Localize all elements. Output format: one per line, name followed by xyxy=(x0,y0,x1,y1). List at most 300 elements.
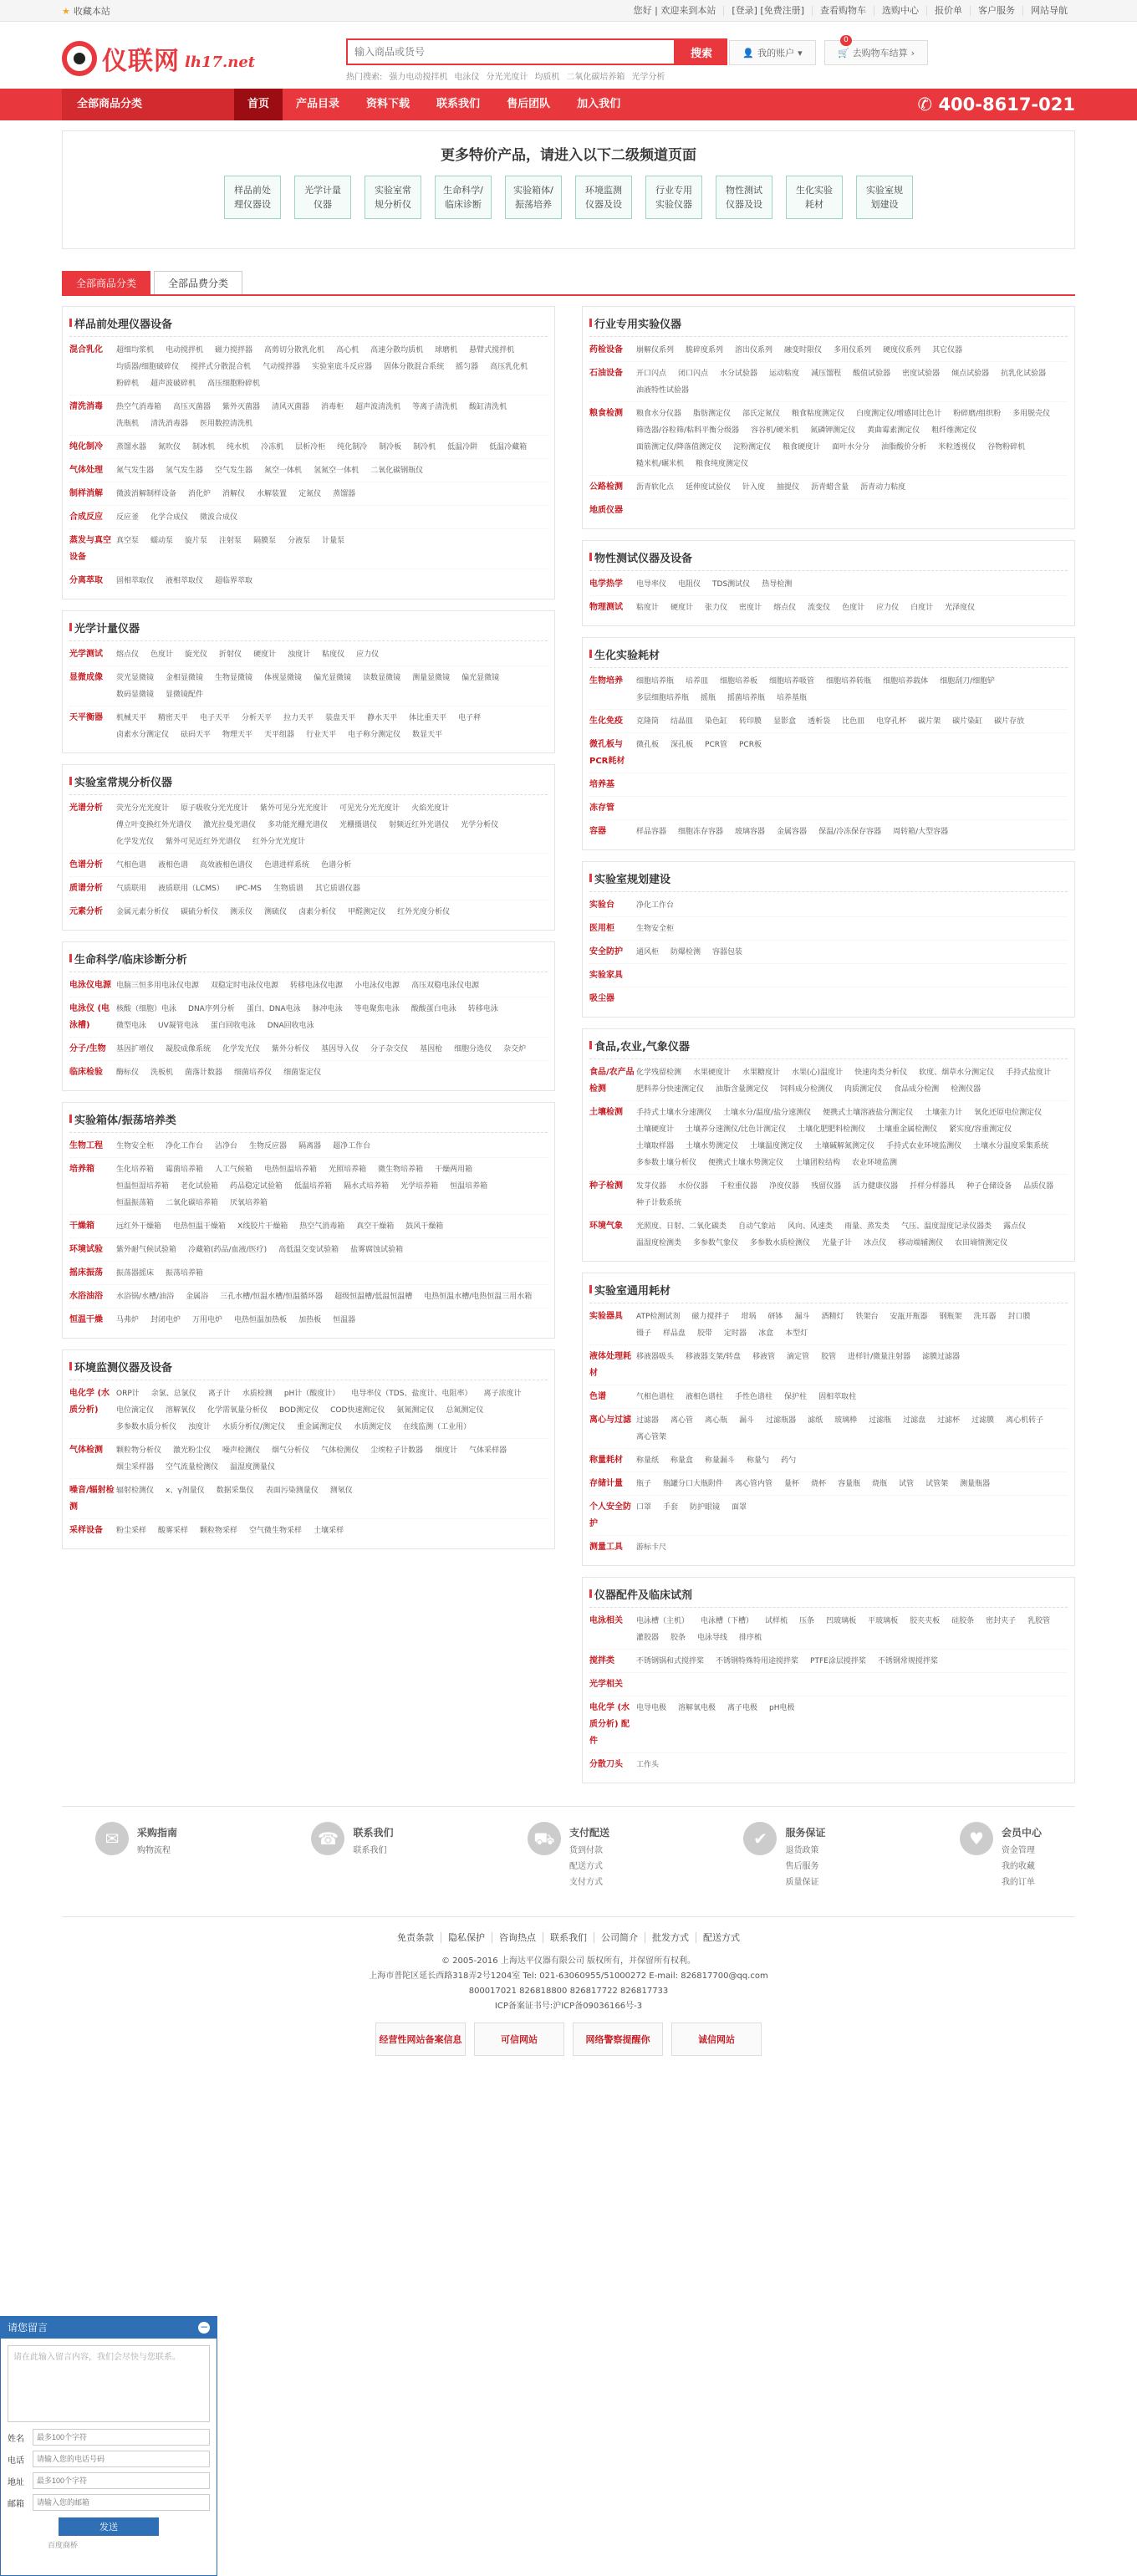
product-link[interactable]: 脉冲电泳 xyxy=(312,1005,343,1013)
product-link[interactable]: 称量漏斗 xyxy=(705,1456,736,1465)
category-section-title[interactable]: 生化实验耗材 xyxy=(589,641,1068,668)
promo-channel-button[interactable] xyxy=(505,176,562,219)
product-link[interactable]: 延伸度试验仪 xyxy=(686,483,732,492)
product-link[interactable]: 胶带 xyxy=(697,1329,713,1338)
product-link[interactable]: 手持式农业环境监测仪 xyxy=(886,1142,962,1150)
product-link[interactable]: 电热恒温水槽/电热恒温三用水箱 xyxy=(424,1293,533,1301)
product-link[interactable]: 融变时限仪 xyxy=(784,346,823,355)
product-link[interactable]: 净化工作台 xyxy=(636,901,675,910)
subcategory-name[interactable]: 合成反应 xyxy=(69,513,103,522)
product-link[interactable]: 深孔板 xyxy=(670,741,694,749)
product-link[interactable]: 沥青动力粘度 xyxy=(860,483,906,492)
product-link[interactable]: 空气微生物采样 xyxy=(249,1527,303,1535)
subcategory-name[interactable]: 光谱分析 xyxy=(69,803,103,813)
product-link[interactable]: 摇菌培养瓶 xyxy=(727,694,766,702)
subcategory-name[interactable]: 恒温干燥 xyxy=(69,1315,103,1324)
product-link[interactable]: 人工气候箱 xyxy=(215,1166,253,1174)
product-link[interactable]: 分液泵 xyxy=(288,537,311,545)
product-link[interactable]: 水果糖度计 xyxy=(742,1069,781,1077)
search-input[interactable] xyxy=(346,38,676,65)
footer-bottom-link[interactable]: 咨询热点 xyxy=(492,1932,543,1943)
product-link[interactable]: 超声波清洗机 xyxy=(355,403,401,411)
product-link[interactable]: 余氯、总氯仪 xyxy=(150,1390,196,1398)
product-link[interactable]: 制冰机 xyxy=(192,443,216,451)
product-link[interactable]: 电位滴定仪 xyxy=(116,1406,155,1415)
product-link[interactable]: 尘埃粒子计数器 xyxy=(370,1446,424,1455)
product-link[interactable]: 粉碎机 xyxy=(116,380,140,388)
product-link[interactable]: 原子吸收分光光度计 xyxy=(181,804,249,813)
product-link[interactable]: 移动端辅测仪 xyxy=(898,1239,944,1247)
product-link[interactable]: 颗粒物分析仪 xyxy=(116,1446,162,1455)
product-link[interactable]: 雨量、蒸发类 xyxy=(844,1222,890,1231)
footer-link[interactable]: 货到付款 xyxy=(568,1846,603,1855)
product-link[interactable]: 电子称分测定仪 xyxy=(348,731,401,739)
product-link[interactable]: 化学残留检测 xyxy=(636,1069,682,1077)
footer-link[interactable]: 退货政策 xyxy=(785,1846,819,1855)
product-link[interactable]: 流变仪 xyxy=(808,604,831,612)
product-link[interactable]: 高压细胞粉碎机 xyxy=(207,380,261,388)
product-link[interactable]: 玻璃棒 xyxy=(834,1416,858,1425)
footer-bottom-link[interactable]: 隐私保护 xyxy=(441,1932,492,1943)
product-link[interactable]: 金属元素分析仪 xyxy=(116,908,170,916)
product-link[interactable]: 旋片泵 xyxy=(185,537,208,545)
top-link[interactable]: 报价单 xyxy=(926,6,970,16)
product-link[interactable]: 钢瓶架 xyxy=(939,1313,962,1321)
product-link[interactable]: 色度计 xyxy=(150,650,174,659)
product-link[interactable]: 可见光分光光度计 xyxy=(339,804,400,813)
promo-channel-button[interactable] xyxy=(224,176,281,219)
product-link[interactable]: 进样针/微量注射器 xyxy=(848,1353,911,1361)
product-link[interactable]: 球磨机 xyxy=(435,346,458,355)
product-link[interactable]: 溶出仪系列 xyxy=(735,346,773,355)
product-link[interactable]: 温湿度测量仪 xyxy=(230,1463,276,1472)
product-link[interactable]: 装盘天平 xyxy=(325,714,356,722)
product-link[interactable]: 气压、温度湿度记录仪器类 xyxy=(901,1222,992,1231)
product-link[interactable]: 不锈钢锅和式搅拌桨 xyxy=(636,1657,705,1665)
product-link[interactable]: 金相显微镜 xyxy=(166,674,204,682)
product-link[interactable]: 平玻璃板 xyxy=(868,1617,899,1625)
product-link[interactable]: 化学发光仪 xyxy=(116,838,155,846)
product-link[interactable]: 气体检测仪 xyxy=(321,1446,359,1455)
product-link[interactable]: 老化试验箱 xyxy=(181,1182,219,1191)
product-link[interactable]: 蛋白、DNA电泳 xyxy=(246,1005,301,1013)
product-link[interactable]: 油脂含量测定仪 xyxy=(716,1085,769,1094)
product-link[interactable]: 远红外干燥箱 xyxy=(116,1222,162,1231)
product-link[interactable]: 硅胶条 xyxy=(951,1617,975,1625)
product-link[interactable]: 土壤重金属检测仪 xyxy=(877,1125,938,1134)
product-link[interactable]: 漏斗 xyxy=(739,1416,755,1425)
product-link[interactable]: 清洗消毒器 xyxy=(150,420,189,428)
product-link[interactable]: 不锈钢常规搅拌桨 xyxy=(877,1657,938,1665)
product-link[interactable]: 称量勺 xyxy=(747,1456,770,1465)
product-link[interactable]: 电泳槽（主机） xyxy=(636,1617,690,1625)
product-link[interactable]: 数据采集仪 xyxy=(216,1487,254,1495)
nav-aftersales[interactable]: 售后团队 xyxy=(507,98,551,110)
product-link[interactable]: 霉菌培养箱 xyxy=(166,1166,204,1174)
product-link[interactable]: 样品容器 xyxy=(636,828,667,836)
promo-channel-button[interactable] xyxy=(435,176,492,219)
product-link[interactable]: 电热恒温培养箱 xyxy=(264,1166,318,1174)
product-link[interactable]: COD快速测定仪 xyxy=(330,1406,385,1415)
product-link[interactable]: 辐射检测仪 xyxy=(116,1487,155,1495)
product-link[interactable]: 真空干燥箱 xyxy=(356,1222,395,1231)
product-link[interactable]: 冷冻机 xyxy=(261,443,284,451)
product-link[interactable]: 定氮仪 xyxy=(298,490,322,498)
product-link[interactable]: 高压乳化机 xyxy=(490,363,528,371)
product-link[interactable]: 其它仪器 xyxy=(932,346,963,355)
product-link[interactable]: 氮空一体机 xyxy=(264,467,303,475)
product-link[interactable]: 卤素水分测定仪 xyxy=(116,731,170,739)
product-link[interactable]: 超声波破碎机 xyxy=(150,380,196,388)
product-link[interactable]: 过滤瓶器 xyxy=(766,1416,797,1425)
product-link[interactable]: 电子天平 xyxy=(200,714,231,722)
product-link[interactable]: 细胞培养瓶 xyxy=(636,677,675,686)
product-link[interactable]: 微型电泳 xyxy=(116,1022,147,1030)
product-link[interactable]: 土壤养分速测仪/比色计测定仪 xyxy=(686,1125,787,1134)
product-link[interactable]: 电热恒温加热板 xyxy=(234,1316,288,1324)
subcategory-name[interactable]: 冻存管 xyxy=(589,803,614,813)
product-link[interactable]: 紫外耐气候试验箱 xyxy=(116,1246,177,1254)
product-link[interactable]: 细胞培养转瓶 xyxy=(826,677,872,686)
product-link[interactable]: 天平组器 xyxy=(264,731,295,739)
subcategory-name[interactable]: 培养基 xyxy=(589,780,614,789)
product-link[interactable]: 药品稳定试验箱 xyxy=(230,1182,283,1191)
product-link[interactable]: 等离子清洗机 xyxy=(412,403,458,411)
product-link[interactable]: 电泳导线 xyxy=(697,1634,728,1642)
product-link[interactable]: 称量纸 xyxy=(636,1456,660,1465)
product-link[interactable]: 物理天平 xyxy=(222,731,253,739)
product-link[interactable]: 工作头 xyxy=(636,1761,660,1769)
product-link[interactable]: 瓶子 xyxy=(636,1480,652,1488)
product-link[interactable]: 土壤采样 xyxy=(314,1527,344,1535)
product-link[interactable]: 土壤团粒结构 xyxy=(795,1159,841,1167)
product-link[interactable]: 气相色谱柱 xyxy=(636,1393,675,1401)
promo-channel-button[interactable] xyxy=(645,176,702,219)
product-link[interactable]: 光栅摄谱仪 xyxy=(339,821,378,829)
product-link[interactable]: 总氮测定仪 xyxy=(446,1406,484,1415)
product-link[interactable]: 生物安全柜 xyxy=(636,925,675,933)
product-link[interactable]: 气质联用 xyxy=(116,885,147,893)
subcategory-name[interactable]: 土壤检测 xyxy=(589,1108,623,1117)
product-link[interactable]: 水质检测 xyxy=(242,1390,273,1398)
subcategory-name[interactable]: 纯化制冷 xyxy=(69,442,103,451)
product-link[interactable]: 瓶罐分口大瓶附件 xyxy=(663,1480,724,1488)
product-link[interactable]: 试管 xyxy=(899,1480,915,1488)
product-link[interactable]: 恒温培养箱 xyxy=(450,1182,488,1191)
subcategory-name[interactable]: 生化免疫 xyxy=(589,717,623,726)
product-link[interactable]: 铁架台 xyxy=(855,1313,879,1321)
product-link[interactable]: 数码显微镜 xyxy=(116,691,155,699)
product-link[interactable]: 表面污染测量仪 xyxy=(265,1487,319,1495)
product-link[interactable]: 生物质谱 xyxy=(273,885,303,893)
subcategory-name[interactable]: 环境气象 xyxy=(589,1222,623,1231)
product-link[interactable]: 光照培养箱 xyxy=(329,1166,367,1174)
product-link[interactable]: 电脑三恒多用电泳仪电源 xyxy=(116,982,200,990)
subcategory-name[interactable]: 称量耗材 xyxy=(589,1456,623,1465)
product-link[interactable]: 烟度计 xyxy=(435,1446,458,1455)
product-link[interactable]: 离心管内管 xyxy=(735,1480,773,1488)
product-link[interactable]: 折射仪 xyxy=(219,650,242,659)
product-link[interactable]: 氮磷钾测定仪 xyxy=(810,426,856,435)
product-link[interactable]: 磁力搅拌子 xyxy=(691,1313,730,1321)
product-link[interactable]: 油液特性试验器 xyxy=(636,386,690,395)
product-link[interactable]: 生物反应器 xyxy=(249,1142,288,1150)
promo-channel-button[interactable] xyxy=(786,176,843,219)
subcategory-name[interactable]: 光学测试 xyxy=(69,650,103,659)
account-button[interactable]: 👤 我的账户 ▾ xyxy=(729,40,816,65)
product-link[interactable]: 实验室底斗反应器 xyxy=(312,363,373,371)
subcategory-name[interactable]: 环境试验 xyxy=(69,1245,103,1254)
product-link[interactable]: 气体采样器 xyxy=(469,1446,507,1455)
subcategory-name[interactable]: 元素分析 xyxy=(69,907,103,916)
product-link[interactable]: 结晶皿 xyxy=(670,717,694,726)
product-link[interactable]: 多参数土壤分析仪 xyxy=(636,1159,697,1167)
product-link[interactable]: 固相萃取仪 xyxy=(116,577,155,585)
product-link[interactable]: 土壤温度测定仪 xyxy=(750,1142,803,1150)
product-link[interactable]: 光学分析仪 xyxy=(461,821,499,829)
product-link[interactable]: 氮吹仪 xyxy=(158,443,181,451)
product-link[interactable]: 液质联用（LCMS） xyxy=(158,885,224,893)
product-link[interactable]: 露点仪 xyxy=(1003,1222,1027,1231)
product-link[interactable]: 发芽仪器 xyxy=(636,1182,667,1191)
product-link[interactable]: 离心管架 xyxy=(636,1433,667,1441)
product-link[interactable]: 超净工作台 xyxy=(333,1142,371,1150)
product-link[interactable]: 减压馏程 xyxy=(811,370,842,378)
product-link[interactable]: 硬度计 xyxy=(670,604,694,612)
product-link[interactable]: 过滤器 xyxy=(636,1416,660,1425)
product-link[interactable]: 移液器支架/转盘 xyxy=(686,1353,742,1361)
send-button[interactable]: 发送 xyxy=(59,2517,159,2536)
product-link[interactable]: 噪声检测仪 xyxy=(222,1446,261,1455)
product-link[interactable]: 安瓿开瓶器 xyxy=(890,1313,928,1321)
product-link[interactable]: 蒸馏水器 xyxy=(116,443,147,451)
product-link[interactable]: 鼓风干燥箱 xyxy=(405,1222,444,1231)
subcategory-name[interactable]: 电泳仪电源 xyxy=(69,981,111,990)
product-link[interactable]: 容谷机/硬米机 xyxy=(751,426,799,435)
product-link[interactable]: 漏斗 xyxy=(794,1313,810,1321)
product-link[interactable]: 行业天平 xyxy=(306,731,337,739)
product-link[interactable]: 紫外灭菌器 xyxy=(222,403,261,411)
product-link[interactable]: 温湿度检测类 xyxy=(636,1239,682,1247)
product-link[interactable]: 脂肪测定仪 xyxy=(693,410,732,418)
subcategory-name[interactable]: 色谱 xyxy=(589,1392,606,1401)
product-link[interactable]: 蛋白回收电泳 xyxy=(210,1022,256,1030)
product-link[interactable]: 氢氮空一体机 xyxy=(314,467,359,475)
product-link[interactable]: 隔膜泵 xyxy=(253,537,277,545)
product-link[interactable]: 测氡仪 xyxy=(329,1487,353,1495)
product-link[interactable]: 油脂酸价分析 xyxy=(881,443,927,451)
product-link[interactable]: 面筋测定仪/降落值测定仪 xyxy=(636,443,722,451)
product-link[interactable]: 纯化制冷 xyxy=(337,443,368,451)
product-link[interactable]: 溶解氧仪 xyxy=(166,1406,196,1415)
product-link[interactable]: 其它质谱仪器 xyxy=(314,885,360,893)
product-link[interactable]: 多用脱壳仪 xyxy=(1012,410,1051,418)
product-link[interactable]: 紫外分析仪 xyxy=(272,1045,310,1053)
product-link[interactable]: 净度仪器 xyxy=(769,1182,800,1191)
product-link[interactable]: 光照度、日射、二氧化碳类 xyxy=(636,1222,727,1231)
product-link[interactable]: 粮食硬度计 xyxy=(783,443,821,451)
product-link[interactable]: 软度、烟草水分测定仪 xyxy=(919,1069,995,1077)
product-link[interactable]: 杂交炉 xyxy=(503,1045,527,1053)
product-link[interactable]: 饲料成分检测仪 xyxy=(780,1085,834,1094)
product-link[interactable]: 拉力天平 xyxy=(283,714,314,722)
product-link[interactable]: 氨氮测定仪 xyxy=(396,1406,435,1415)
footer-link[interactable]: 支付方式 xyxy=(568,1878,603,1887)
product-link[interactable]: BOD测定仪 xyxy=(279,1406,319,1415)
product-link[interactable]: 蠕动泵 xyxy=(150,537,174,545)
product-link[interactable]: 细胞培养板 xyxy=(720,677,758,686)
product-link[interactable]: 悬臂式搅拌机 xyxy=(469,346,515,355)
promo-channel-button[interactable] xyxy=(716,176,772,219)
subcategory-name[interactable]: 干燥箱 xyxy=(69,1222,94,1231)
top-link[interactable]: 客户服务 xyxy=(970,6,1022,16)
product-link[interactable]: 样品盘 xyxy=(663,1329,686,1338)
product-link[interactable]: 防护眼镜 xyxy=(690,1503,721,1512)
product-link[interactable]: 氧化还原电位测定仪 xyxy=(974,1109,1043,1117)
product-link[interactable]: 气动搅拌器 xyxy=(263,363,301,371)
product-link[interactable]: 培养皿 xyxy=(686,677,709,686)
product-link[interactable]: 手持式土壤水分速测仪 xyxy=(636,1109,712,1117)
product-link[interactable]: 土壤水势测定仪 xyxy=(686,1142,739,1150)
product-link[interactable]: 基因扩增仪 xyxy=(116,1045,155,1053)
product-link[interactable]: 液相色谱柱 xyxy=(686,1393,724,1401)
tab-all-products[interactable]: 全部商品分类 xyxy=(62,271,150,294)
category-section-title[interactable]: 实验室常规分析仪器 xyxy=(69,768,548,795)
footer-link[interactable]: 联系我们 xyxy=(353,1846,387,1855)
product-link[interactable]: UV凝管电泳 xyxy=(158,1022,199,1030)
product-link[interactable]: 恒温器 xyxy=(333,1316,356,1324)
product-link[interactable]: 离子计 xyxy=(207,1390,231,1398)
promo-channel-button[interactable] xyxy=(575,176,632,219)
product-link[interactable]: 高心机 xyxy=(336,346,359,355)
product-link[interactable]: 水质测定仪 xyxy=(354,1423,392,1431)
product-link[interactable]: 热导检测 xyxy=(762,580,793,589)
minimize-icon[interactable]: − xyxy=(199,2321,209,2333)
product-link[interactable]: 种子仓储设备 xyxy=(966,1182,1012,1191)
product-link[interactable]: TDS测试仪 xyxy=(712,580,751,589)
product-link[interactable]: 高剪切分散乳化机 xyxy=(264,346,325,355)
product-link[interactable]: 应力仪 xyxy=(356,650,380,659)
footer-link[interactable]: 资金管理 xyxy=(1001,1846,1035,1855)
product-link[interactable]: 防爆检测 xyxy=(670,948,701,956)
product-link[interactable]: 电动搅拌机 xyxy=(166,346,204,355)
product-link[interactable]: 重金属测定仪 xyxy=(297,1423,343,1431)
product-link[interactable]: 清风灭菌器 xyxy=(272,403,310,411)
product-link[interactable]: 电导电极 xyxy=(636,1704,667,1712)
product-link[interactable]: 手性色谱柱 xyxy=(735,1393,773,1401)
product-link[interactable]: 酸缸清洗机 xyxy=(469,403,507,411)
product-link[interactable]: 电热恒温干燥箱 xyxy=(173,1222,227,1231)
product-link[interactable]: x、γ剂量仪 xyxy=(166,1487,205,1495)
product-link[interactable]: 细胞分选仪 xyxy=(454,1045,492,1053)
product-link[interactable]: pH电极 xyxy=(769,1704,795,1712)
hot-search-link[interactable]: 分光光度计 xyxy=(486,73,528,82)
product-link[interactable]: 消化炉 xyxy=(188,490,212,498)
product-link[interactable]: 砝码天平 xyxy=(181,731,212,739)
product-link[interactable]: 酸值试验器 xyxy=(853,370,891,378)
subcategory-name[interactable]: 质谱分析 xyxy=(69,884,103,893)
product-link[interactable]: PTFE涂层搅拌桨 xyxy=(810,1657,866,1665)
product-link[interactable]: 过滤膜 xyxy=(971,1416,995,1425)
product-link[interactable]: 体视显微镜 xyxy=(264,674,303,682)
product-link[interactable]: 密度试验器 xyxy=(902,370,941,378)
product-link[interactable]: 移液管 xyxy=(752,1353,776,1361)
product-link[interactable]: 隔离器 xyxy=(298,1142,322,1150)
subcategory-name[interactable]: 气体处理 xyxy=(69,466,103,475)
product-link[interactable]: 加热板 xyxy=(298,1316,322,1324)
promo-channel-button[interactable] xyxy=(365,176,421,219)
product-link[interactable]: 粉碎磨/组织粉 xyxy=(953,410,1002,418)
product-link[interactable]: 固体分散混合系统 xyxy=(384,363,445,371)
product-link[interactable]: 熔点仪 xyxy=(773,604,797,612)
subcategory-name[interactable]: 石油设备 xyxy=(589,369,623,378)
product-link[interactable]: 层析冷柜 xyxy=(295,443,326,451)
nav-home[interactable]: 首页 xyxy=(234,89,283,120)
product-link[interactable]: 离心管 xyxy=(670,1416,694,1425)
subcategory-name[interactable]: 个人安全防护 xyxy=(589,1502,631,1528)
product-link[interactable]: 冷藏箱(药品/血液/医疗) xyxy=(188,1246,268,1254)
subcategory-name[interactable]: 微孔板与PCR耗材 xyxy=(589,740,625,766)
product-link[interactable]: 排序梳 xyxy=(739,1634,762,1642)
product-link[interactable]: 化学合成仪 xyxy=(150,513,189,522)
subcategory-name[interactable]: 种子检测 xyxy=(589,1181,623,1191)
product-link[interactable]: 过滤杯 xyxy=(937,1416,961,1425)
product-link[interactable]: 滤膜过滤器 xyxy=(922,1353,961,1361)
subcategory-name[interactable]: 临床检验 xyxy=(69,1068,103,1077)
product-link[interactable]: 医用数控清洗机 xyxy=(200,420,253,428)
product-link[interactable]: 活力健康仪器 xyxy=(853,1182,899,1191)
product-link[interactable]: 胶条 xyxy=(670,1634,686,1642)
nav-join[interactable]: 加入我们 xyxy=(577,98,621,110)
product-link[interactable]: 色度计 xyxy=(842,604,865,612)
product-link[interactable]: 荧光分光光度计 xyxy=(116,804,170,813)
product-link[interactable]: 筛选器/谷粒筛/粘料平衡分级器 xyxy=(636,426,740,435)
cart-button[interactable]: 🛒 0 去购物车结算 › xyxy=(824,40,928,65)
product-link[interactable]: 研钵 xyxy=(767,1313,783,1321)
product-link[interactable]: 火焰光度计 xyxy=(411,804,450,813)
product-link[interactable]: 土壤化肥肥料检测仪 xyxy=(798,1125,866,1134)
name-input[interactable] xyxy=(33,2429,210,2446)
product-link[interactable]: 二氧化碳钢瓶仪 xyxy=(370,467,424,475)
product-link[interactable]: 小电泳仪电源 xyxy=(354,982,400,990)
product-link[interactable]: 卤素分析仪 xyxy=(298,908,337,916)
product-link[interactable]: 张力仪 xyxy=(705,604,728,612)
product-link[interactable]: 马弗炉 xyxy=(116,1316,140,1324)
subcategory-name[interactable]: 吸尘器 xyxy=(589,994,614,1003)
subcategory-name[interactable]: 采样设备 xyxy=(69,1526,103,1535)
product-link[interactable]: 蒸馏器 xyxy=(333,490,356,498)
product-link[interactable]: 游标卡尺 xyxy=(636,1543,667,1552)
top-link[interactable]: 选购中心 xyxy=(874,6,926,16)
product-link[interactable]: 土壤水分温度采集系统 xyxy=(973,1142,1049,1150)
footer-bottom-link[interactable]: 公司简介 xyxy=(594,1932,645,1943)
footer-link[interactable]: 我的收藏 xyxy=(1001,1862,1035,1871)
product-link[interactable]: X线胶片干燥箱 xyxy=(237,1222,288,1231)
subcategory-name[interactable]: 生物培养 xyxy=(589,676,623,686)
product-link[interactable]: 试样梳 xyxy=(765,1617,788,1625)
subcategory-name[interactable]: 电学热学 xyxy=(589,579,623,589)
footer-link[interactable]: 我的订单 xyxy=(1001,1878,1035,1887)
product-link[interactable]: 冰盒 xyxy=(758,1329,774,1338)
trust-badge[interactable]: 诚信网站 xyxy=(671,2023,762,2056)
product-link[interactable]: 容量瓶 xyxy=(838,1480,861,1488)
product-link[interactable]: 抗乳化试验器 xyxy=(1001,370,1047,378)
product-link[interactable]: 紧实度/容重测定仪 xyxy=(949,1125,1012,1134)
product-link[interactable]: 滴定管 xyxy=(787,1353,810,1361)
tab-all-consumables[interactable]: 全部品费分类 xyxy=(154,271,242,294)
product-link[interactable]: 封闭电炉 xyxy=(150,1316,181,1324)
product-link[interactable]: 水分试验器 xyxy=(720,370,758,378)
